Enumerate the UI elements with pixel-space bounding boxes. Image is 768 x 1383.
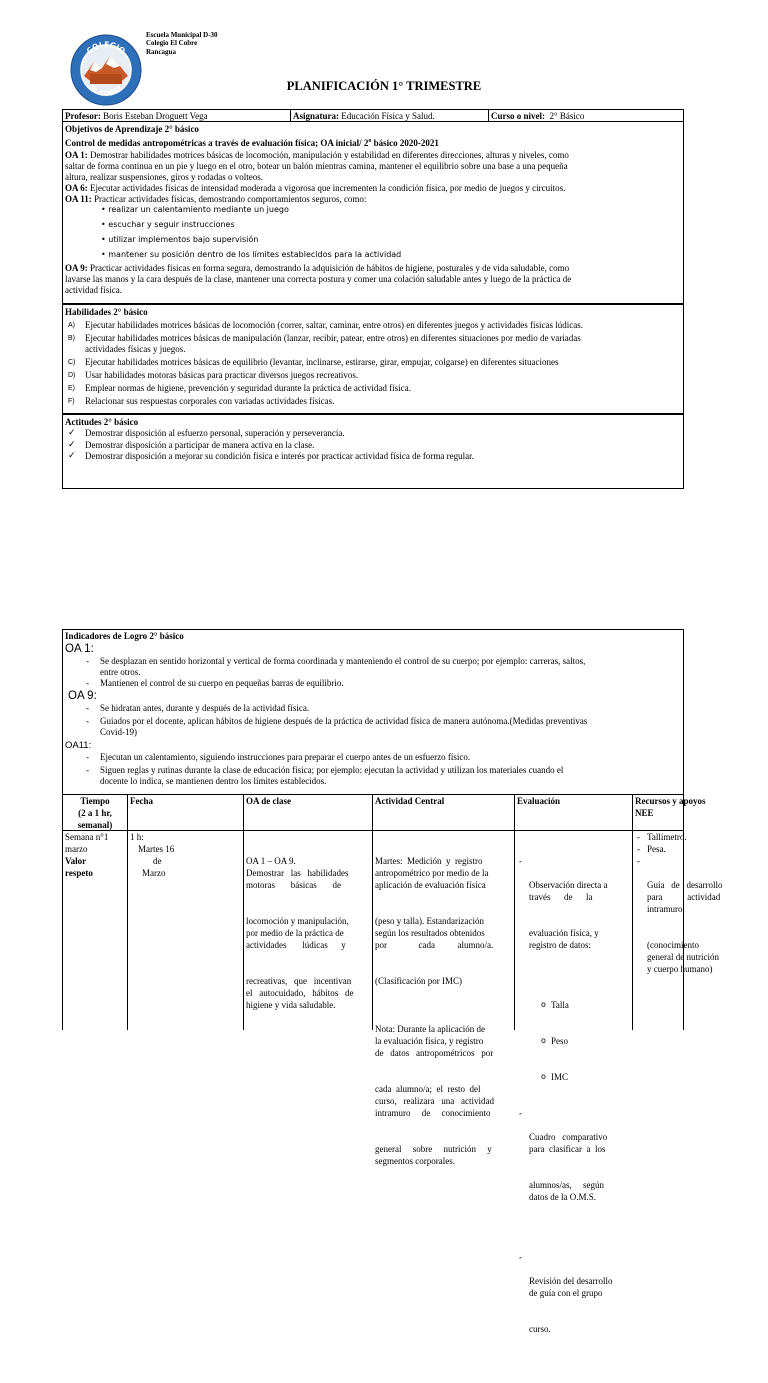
evaluacion-subitem: o Talla [541,1000,569,1010]
cell-oa: OA 1 – OA 9. Demostrar las habilidades motoras básicas de locomoción y manipulación, por medio de la práctica de actividades lúdicas y recreativas, que incentivan el autocuidado, hábitos de higiene y vida saludable. [244,831,373,1030]
check-icon: ✓ [68,439,76,450]
oa11-text: OA 11: Practicar actividades físicas, demostrando comportamientos seguros, como: [65,194,367,204]
evaluacion-subitem: o IMC [541,1072,569,1082]
evaluacion-subitem: o Peso [541,1036,569,1046]
profesor-value: Boris Esteban Droguett Vega [103,111,208,121]
evaluacion-item: - Observación directa a través de la evaluación física, y registro de datos: [519,856,608,950]
school-line: Colegio El Cobre [146,39,198,48]
recurso-item: - Tallímetro. [637,832,687,842]
header-fecha: Fecha [128,795,244,830]
oa1-text: OA 1: Demostrar habilidades motrices básicas de locomoción, manipulación y estabilidad en diferentes direcciones, alturas y niveles, como saltar de forma continua en un pie y luego en el otro, botear un balón mientras camina, mantener el equilibrio sobre una base a una pequeña altura, realizar suspensiones, giros y rodadas o volteos. [65,150,569,182]
school-info [146,31,218,56]
habilidades-list [65,320,681,407]
indicador-item: - Siguen reglas y rutinas durante la clase de educación física; por ejemplo: ejecutan la actividad y utilizan los materiales cuando el docente lo indica, se mantienen dentro los límites establecidos. [86,765,564,786]
header-tiempo: Tiempo (2 a 1 hr, semanal) [63,795,128,830]
check-icon: ✓ [68,428,76,438]
cell-evaluacion [515,831,633,1334]
oa9-text: OA 9: Practicar actividades físicas en forma segura, demostrando la adquisición de hábitos de higiene, posturales y de vida saludable, como lavarse las manos y la cara después de la clase, mantener una correcta postura y comer una colación saludable antes y luego de la práctica de actividad física. [65,263,572,295]
habilidad-item: E) Emplear normas de higiene, prevención y seguridad durante la práctica de actividad física. [68,383,411,393]
cell-fecha: 1 h: Martes 16 de Marzo [128,831,244,1030]
indicador-oa1-label: OA 1: [65,643,94,655]
cell-actividad: Martes: Medición y registro antropométrico por medio de la aplicación de evaluación física (peso y talla). Estandarización según los resultados obtenidos por cada alumno/a. (Clasificación por IMC) Nota: Durante la aplicación de la evaluación física, y registro de datos antropométricos por cada alumno/a; el resto del curso, realizara una actividad intramuro de conocimiento general sobre nutrición y segmentos corporales. [373,831,515,1030]
planning-table-row [62,830,723,1334]
habilidad-item: A) Ejecutar habilidades motrices básicas de locomoción (correr, saltar, caminar, entre otros) en diferentes juegos y actividades físicas lúdicas. [68,320,583,330]
habilidad-item: B) Ejecutar habilidades motrices básicas de manipulación (lanzar, recibir, patear, entre otros) en diferentes situaciones por medio de variadas actividades físicas y juegos. [68,333,581,354]
document-title: PLANIFICACIÓN 1° TRIMESTRE [286,79,482,93]
curso-value: 2° Básico [549,111,585,121]
header-evaluacion: Evaluación [515,795,633,830]
indicador-oa9-label: OA 9: [68,690,97,702]
asignatura-cell: Asignatura: Educación Física y Salud. [291,110,489,121]
recurso-item: - Guía de desarrollo para actividad intramuro. (conocimiento general de nutrición y cuerpo humano) [637,856,723,974]
evaluacion-item: - Cuadro comparativo para clasificar a los alumnos/as, según datos de la O.M.S. [519,1108,608,1202]
indicador-item: - Se hidratan antes, durante y después de la actividad física. [86,703,310,713]
habilidades-section [62,304,684,414]
habilidad-item: C) Ejecutar habilidades motrices básicas de equilibrio (levantar, inclinarse, estirarse, girar, empujar, colgarse) en diferentes situaciones [68,357,559,367]
header-recursos: Recursos y apoyos NEE [635,796,706,818]
school-logo [70,34,142,106]
asignatura-value: Educación Física y Salud. [341,111,435,121]
header-oa: OA de clase [244,795,373,830]
bullet-item: • mantener su posición dentro de los límites establecidos para la actividad [101,250,402,259]
logo-text-bottom: EL COBRE [87,83,125,99]
indicadores-heading: Indicadores de Logro 2° básico [65,631,184,641]
evaluacion-item: - Revisión del desarrollo de guía con el grupo curso. [519,1252,613,1334]
indicador-item: - Mantienen el control de su cuerpo en pequeñas barras de equilibrio. [86,678,344,688]
actitudes-heading: Actitudes 2° básico [65,417,139,427]
indicador-item: - Se desplazan en sentido horizontal y vertical de forma coordinada y manteniendo el control de su cuerpo; por ejemplo: carreras, saltos, entre otros. [86,656,586,677]
school-line: Rancagua [146,47,176,56]
actitud-item: ✓ Demostrar disposición a mejorar su condición física e interés por practicar actividad física de forma regular. [68,451,474,461]
bullet-item: • escuchar y seguir instrucciones [101,220,235,229]
cell-recursos [633,831,723,1030]
check-icon: ✓ [68,451,76,461]
curso-cell: Curso o nivel: 2° Básico [491,111,585,121]
indicador-oa11-label: OA11: [65,740,92,751]
bullet-item: • realizar un calentamiento mediante un juego [101,205,289,214]
objetivos-heading: Objetivos de Aprendizaje 2° básico [65,124,199,134]
logo-text-top: COLEGIO [84,39,128,56]
profesor-cell: Profesor: Boris Esteban Droguett Vega [63,110,291,121]
indicadores-section [62,629,684,795]
actitudes-section [62,414,684,489]
recurso-item: - Pesa. [637,844,666,854]
indicador-item: - Ejecutan un calentamiento, siguiendo instrucciones para preparar el cuerpo antes de un esfuerzo físico. [86,752,471,762]
cell-tiempo: Semana n°1 marzo Valor respeto [63,831,128,1030]
actitud-item: ✓ Demostrar disposición a participar de manera activa en la clase. [68,439,315,450]
oa6-text: OA 6: Ejecutar actividades físicas de intensidad moderada a vigorosa que incrementen la condición física, por medio de juegos y circuitos. [65,183,566,193]
oa11-bullets [65,205,681,263]
habilidad-item: D) Usar habilidades motoras básicas para practicar diversos juegos recreativos. [68,370,359,380]
bullet-item: • utilizar implementos bajo supervisión [101,235,259,244]
habilidades-heading: Habilidades 2° básico [65,307,148,317]
objetivos-subheading: Control de medidas antropométricas a través de evaluación física; OA inicial/ 2$^o$ básico 2020-2021 [65,138,439,148]
actitud-item: ✓ Demostrar disposición al esfuerzo personal, superación y perseverancia. [68,428,345,438]
objetivos-section [62,121,684,304]
habilidad-item: F) Relacionar sus respuestas corporales con variadas actividades físicas. [68,396,335,406]
school-line: Escuela Municipal D-30 [146,31,218,39]
planning-table-header [62,794,706,831]
header-actividad: Actividad Central [373,795,515,830]
indicador-item: - Guiados por el docente, aplican hábitos de higiene después de la práctica de actividad física de manera autónoma.(Medidas preventivas Covid-19) [86,716,588,737]
